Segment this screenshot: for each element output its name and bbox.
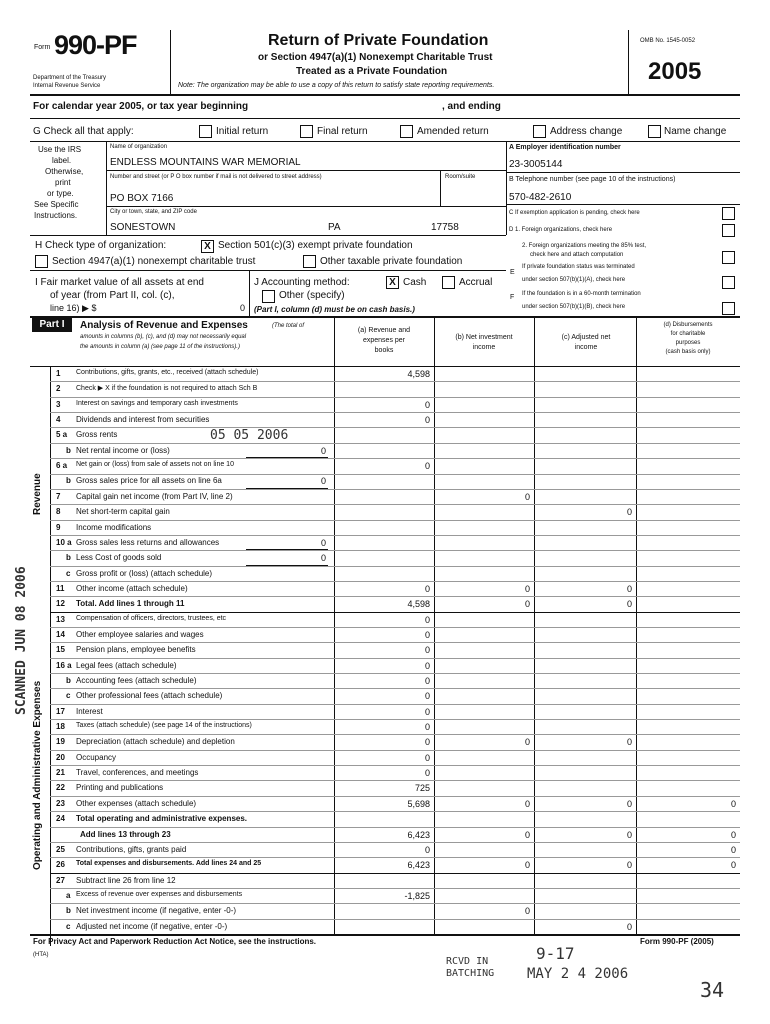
rcvd-stamp-2: BATCHING bbox=[446, 968, 495, 979]
inline-amount[interactable]: 0 bbox=[320, 445, 326, 456]
row-label: Add lines 13 through 23 bbox=[80, 829, 171, 839]
col-b-amount[interactable]: 0 bbox=[524, 798, 530, 809]
row-label: Net short-term capital gain bbox=[76, 507, 170, 517]
line-number: c bbox=[66, 691, 71, 701]
org-name-label: Name of organization bbox=[110, 144, 168, 150]
col-b-amount[interactable]: 0 bbox=[524, 583, 530, 594]
row-label: Contributions, gifts, grants, etc., received (attach schedule) bbox=[76, 369, 259, 376]
privacy-notice: For Privacy Act and Paperwork Reduction Act Notice, see the instructions. bbox=[33, 937, 317, 946]
row-label: Accounting fees (attach schedule) bbox=[76, 676, 197, 685]
org-name-value[interactable]: ENDLESS MOUNTAINS WAR MEMORIAL bbox=[110, 157, 301, 168]
row-label: Total operating and administrative expenses. bbox=[76, 814, 248, 824]
col-a-amount[interactable]: 0 bbox=[424, 583, 430, 594]
foreign-85-checkbox[interactable] bbox=[722, 251, 735, 264]
fmv-label-1: I Fair market value of all assets at end bbox=[35, 277, 204, 288]
final-return-checkbox[interactable] bbox=[300, 125, 313, 138]
sixty-month-label-1: If the foundation is in a 60-month termination bbox=[522, 291, 641, 297]
hta-label: (HTA) bbox=[33, 952, 49, 958]
initial-return-label: Initial return bbox=[216, 126, 269, 137]
line-number: 24 bbox=[56, 814, 65, 824]
col-b-amount[interactable]: 0 bbox=[524, 491, 530, 502]
row-label: Legal fees (attach schedule) bbox=[76, 660, 177, 670]
501c3-label: Section 501(c)(3) exempt private foundation bbox=[218, 240, 413, 251]
other-method-checkbox[interactable] bbox=[262, 290, 275, 303]
row-label: Net rental income or (loss) bbox=[76, 445, 170, 455]
part-title: Analysis of Revenue and Expenses bbox=[80, 320, 248, 331]
address-change-label: Address change bbox=[550, 126, 623, 137]
phone-label: B Telephone number (see page 10 of the instructions) bbox=[509, 176, 676, 183]
row-label: Occupancy bbox=[76, 752, 117, 762]
line-number: b bbox=[66, 906, 71, 916]
row-label: Gross rents bbox=[76, 430, 118, 440]
col-a-amount[interactable]: 4,598 bbox=[407, 599, 430, 610]
line-number: 14 bbox=[56, 629, 65, 639]
omb-number: OMB No. 1545-0052 bbox=[640, 38, 696, 44]
line-number: 21 bbox=[56, 768, 65, 778]
street-value[interactable]: PO BOX 7166 bbox=[110, 193, 174, 204]
line-number: 26 bbox=[56, 860, 65, 870]
col-a-amount[interactable]: 6,423 bbox=[407, 860, 430, 871]
row-label: Travel, conferences, and meetings bbox=[76, 768, 199, 778]
row-label: Net gain or (loss) from sale of assets not on line 10 bbox=[76, 461, 234, 469]
form-subtitle-2: Treated as a Private Foundation bbox=[296, 66, 448, 77]
street-label: Number and street (or P O box number if mail is not delivered to street address) bbox=[110, 174, 322, 180]
fmv-label-3: line 16) ▶ $ bbox=[50, 303, 97, 313]
terminated-label-2: under section 507(b)(1)(A), check here bbox=[522, 277, 626, 283]
line-number: 17 bbox=[56, 706, 65, 716]
col-a-amount[interactable]: 5,698 bbox=[407, 798, 430, 809]
row-label: Less Cost of goods sold bbox=[76, 553, 162, 563]
accrual-label: Accrual bbox=[459, 277, 493, 288]
exemption-pending-label: C If exemption application is pending, check here bbox=[509, 210, 640, 216]
cash-checkbox[interactable]: X bbox=[386, 276, 399, 289]
part-badge: Part I bbox=[32, 318, 72, 332]
row-label: Gross sales price for all assets on line 6a bbox=[76, 476, 222, 486]
org-type-label: H Check type of organization: bbox=[35, 240, 167, 251]
initial-return-checkbox[interactable] bbox=[199, 125, 212, 138]
col-a-amount[interactable]: 0 bbox=[424, 415, 430, 426]
4947-trust-label: Section 4947(a)(1) nonexempt charitable trust bbox=[52, 256, 256, 267]
col-a-amount[interactable]: 725 bbox=[414, 783, 430, 794]
accrual-checkbox[interactable] bbox=[442, 276, 455, 289]
line-number: 23 bbox=[56, 798, 65, 808]
handwritten-note-1: 9-17 bbox=[536, 944, 575, 963]
line-number: b bbox=[66, 476, 71, 486]
line-number: 20 bbox=[56, 752, 65, 762]
501c3-checkbox[interactable]: X bbox=[201, 240, 214, 253]
line-number: 19 bbox=[56, 737, 65, 747]
line-number: b bbox=[66, 553, 71, 563]
row-label: Check ▶ X if the foundation is not required to attach Sch B bbox=[76, 385, 258, 393]
line-number: 8 bbox=[56, 507, 61, 517]
accounting-method-label: J Accounting method: bbox=[254, 277, 350, 288]
col-a-amount[interactable]: 6,423 bbox=[407, 829, 430, 840]
col-b-amount[interactable]: 0 bbox=[524, 860, 530, 871]
line-number: c bbox=[66, 568, 71, 578]
foreign-85-label-2: check here and attach computation bbox=[530, 252, 624, 258]
calendar-year-label: For calendar year 2005, or tax year beginning bbox=[33, 101, 249, 112]
line-number: 2 bbox=[56, 384, 61, 394]
scanned-stamp: SCANNED JUN 08 2006 bbox=[14, 566, 29, 715]
ein-label: A Employer identification number bbox=[509, 144, 621, 151]
row-label: Capital gain net income (from Part IV, line 2) bbox=[76, 491, 233, 501]
foreign-org-checkbox[interactable] bbox=[722, 224, 735, 237]
col-a-amount[interactable]: 0 bbox=[424, 399, 430, 410]
row-label: Interest bbox=[76, 706, 103, 716]
line-number: 25 bbox=[56, 844, 65, 854]
handwritten-note-2: 34 bbox=[700, 978, 725, 1002]
rcvd-stamp-1: RCVD IN bbox=[446, 956, 489, 967]
col-a-amount[interactable]: 0 bbox=[424, 614, 430, 625]
col-a-amount[interactable]: 4,598 bbox=[407, 369, 430, 379]
form-number: 990-PF bbox=[54, 30, 137, 60]
row-label: Total. Add lines 1 through 11 bbox=[76, 599, 185, 609]
col-a-amount[interactable]: 0 bbox=[424, 737, 430, 748]
tax-year: 2005 bbox=[648, 58, 702, 85]
col-c-amount[interactable]: 0 bbox=[626, 798, 632, 809]
cash-label: Cash bbox=[403, 277, 427, 288]
dept-line-2: Internal Revenue Service bbox=[33, 83, 101, 89]
col-a-amount[interactable]: 0 bbox=[424, 706, 430, 717]
line-number: 18 bbox=[56, 722, 65, 732]
terminated-checkbox[interactable] bbox=[722, 276, 735, 289]
col-c-amount[interactable]: 0 bbox=[626, 507, 632, 518]
col-a-amount[interactable]: 0 bbox=[424, 844, 430, 855]
inline-amount[interactable]: 0 bbox=[320, 476, 326, 487]
row-label: Excess of revenue over expenses and disbursements bbox=[76, 890, 243, 898]
form-prefix: Form bbox=[34, 44, 51, 51]
col-a-amount[interactable]: 0 bbox=[424, 461, 430, 472]
name-change-checkbox[interactable] bbox=[648, 125, 661, 138]
4947-trust-checkbox[interactable] bbox=[35, 255, 48, 268]
line-number: 5 a bbox=[56, 430, 68, 440]
col-a-amount[interactable]: 0 bbox=[424, 676, 430, 686]
rcvd-date-stamp: MAY 2 4 2006 bbox=[527, 966, 629, 982]
col-a-amount[interactable]: 0 bbox=[424, 660, 430, 671]
row-label: Income modifications bbox=[76, 522, 152, 532]
col-c-amount[interactable]: 0 bbox=[626, 599, 632, 610]
row-label: Subtract line 26 from line 12 bbox=[76, 875, 176, 885]
col-a-amount[interactable]: 0 bbox=[424, 768, 430, 779]
foreign-org-label: D 1. Foreign organizations, check here bbox=[509, 227, 613, 233]
col-c-amount[interactable]: 0 bbox=[626, 921, 632, 932]
amended-return-checkbox[interactable] bbox=[400, 125, 413, 138]
line-number: a bbox=[66, 890, 71, 900]
sixty-month-label-2: under section 507(b)(1)(B), check here bbox=[522, 304, 626, 310]
col-c-amount[interactable]: 0 bbox=[626, 737, 632, 748]
col-a-amount[interactable]: 0 bbox=[424, 629, 430, 640]
line-number: 10 a bbox=[56, 537, 72, 547]
col-b-amount[interactable]: 0 bbox=[524, 906, 530, 917]
row-label: Other professional fees (attach schedule) bbox=[76, 691, 223, 701]
other-method-label: Other (specify) bbox=[279, 290, 345, 301]
row-label: Contributions, gifts, grants paid bbox=[76, 844, 187, 854]
date-stamp: 05 05 2006 bbox=[210, 428, 289, 443]
phone-value[interactable]: 570-482-2610 bbox=[509, 192, 572, 203]
col-c-amount[interactable]: 0 bbox=[626, 583, 632, 594]
line-number: 11 bbox=[56, 583, 65, 593]
col-d-amount[interactable]: 0 bbox=[730, 844, 736, 855]
line-number: c bbox=[66, 921, 71, 931]
city-label: City or town, state, and ZIP code bbox=[110, 209, 197, 215]
name-change-label: Name change bbox=[664, 126, 727, 137]
line-number: 9 bbox=[56, 522, 61, 532]
col-a-amount[interactable]: 0 bbox=[424, 752, 430, 763]
line-number: 7 bbox=[56, 491, 61, 501]
row-label: Adjusted net income (if negative, enter -0-) bbox=[76, 921, 228, 931]
col-d-amount[interactable]: 0 bbox=[730, 829, 736, 840]
form-reference: Form 990-PF (2005) bbox=[640, 937, 714, 946]
check-all-label: G Check all that apply: bbox=[33, 126, 134, 137]
line-number: b bbox=[66, 445, 71, 455]
line-number: 13 bbox=[56, 614, 65, 624]
col-d-amount[interactable]: 0 bbox=[730, 860, 736, 871]
col-d-amount[interactable]: 0 bbox=[730, 798, 736, 809]
form-title: Return of Private Foundation bbox=[268, 32, 489, 49]
inline-amount[interactable]: 0 bbox=[320, 537, 326, 548]
line-number: 12 bbox=[56, 599, 65, 609]
col-a-amount[interactable]: 0 bbox=[424, 645, 430, 656]
row-label: Total expenses and disbursements. Add lines 24 and 25 bbox=[76, 860, 262, 868]
amended-return-label: Amended return bbox=[417, 126, 489, 137]
row-label: Net investment income (if negative, enter -0-) bbox=[76, 906, 237, 916]
col-c-amount[interactable]: 0 bbox=[626, 860, 632, 871]
line-number: 27 bbox=[56, 875, 65, 885]
row-label: Gross sales less returns and allowances bbox=[76, 537, 220, 547]
other-taxable-checkbox[interactable] bbox=[303, 255, 316, 268]
fmv-value[interactable]: 0 bbox=[240, 303, 246, 313]
col-a-amount[interactable]: 0 bbox=[424, 691, 430, 702]
city-value[interactable]: SONESTOWN bbox=[110, 222, 176, 233]
revenue-side-label: Revenue bbox=[32, 473, 43, 515]
col-b-amount[interactable]: 0 bbox=[524, 737, 530, 748]
form-subtitle-1: or Section 4947(a)(1) Nonexempt Charitable Trust bbox=[258, 52, 493, 63]
row-label: Interest on savings and temporary cash investments bbox=[76, 399, 238, 407]
row-label: Compensation of officers, directors, trustees, etc bbox=[76, 614, 227, 622]
sixty-month-checkbox[interactable] bbox=[722, 302, 735, 315]
row-label: Depreciation (attach schedule) and depletion bbox=[76, 737, 235, 747]
col-a-amount[interactable]: -1,825 bbox=[404, 890, 430, 901]
final-return-label: Final return bbox=[317, 126, 368, 137]
row-label: Other employee salaries and wages bbox=[76, 629, 204, 639]
row-label: Other income (attach schedule) bbox=[76, 583, 188, 593]
line-number: 22 bbox=[56, 783, 65, 793]
fmv-label-2: of year (from Part II, col. (c), bbox=[50, 290, 175, 301]
line-number: 6 a bbox=[56, 461, 68, 471]
col-b-amount[interactable]: 0 bbox=[524, 599, 530, 610]
line-number: 1 bbox=[56, 369, 61, 378]
expenses-side-label: Operating and Administrative Expenses bbox=[32, 680, 43, 870]
calendar-ending-label: , and ending bbox=[442, 101, 501, 112]
row-label: Taxes (attach schedule) (see page 14 of the instructions) bbox=[76, 722, 252, 730]
inline-amount[interactable]: 0 bbox=[320, 553, 326, 564]
line-number: 4 bbox=[56, 415, 61, 425]
row-label: Gross profit or (loss) (attach schedule) bbox=[76, 568, 213, 578]
row-label: Printing and publications bbox=[76, 783, 164, 793]
dept-line-1: Department of the Treasury bbox=[33, 75, 107, 81]
line-number: 15 bbox=[56, 645, 65, 655]
other-taxable-label: Other taxable private foundation bbox=[320, 256, 463, 267]
state-value[interactable]: PA bbox=[328, 222, 341, 233]
row-label: Other expenses (attach schedule) bbox=[76, 798, 197, 808]
ein-value[interactable]: 23-3005144 bbox=[509, 159, 563, 170]
zip-value[interactable]: 17758 bbox=[431, 222, 459, 233]
exemption-pending-checkbox[interactable] bbox=[722, 207, 735, 220]
col-a-amount[interactable]: 0 bbox=[424, 722, 430, 733]
line-number: 3 bbox=[56, 399, 61, 409]
line-number: 16 a bbox=[56, 660, 72, 670]
col-b-amount[interactable]: 0 bbox=[524, 829, 530, 840]
form-note: Note: The organization may be able to use a copy of this return to satisfy state reporting requirements. bbox=[178, 82, 495, 89]
col-c-amount[interactable]: 0 bbox=[626, 829, 632, 840]
row-label: Pension plans, employee benefits bbox=[76, 645, 196, 655]
terminated-label-1: If private foundation status was terminated bbox=[522, 264, 635, 270]
cash-basis-note: (Part I, column (d) must be on cash basis.) bbox=[254, 305, 415, 314]
room-suite-label: Room/suite bbox=[445, 174, 476, 180]
foreign-85-label-1: 2. Foreign organizations meeting the 85% test, bbox=[522, 243, 647, 249]
line-number: b bbox=[66, 676, 71, 685]
row-label: Dividends and interest from securities bbox=[76, 415, 210, 425]
address-change-checkbox[interactable] bbox=[533, 125, 546, 138]
